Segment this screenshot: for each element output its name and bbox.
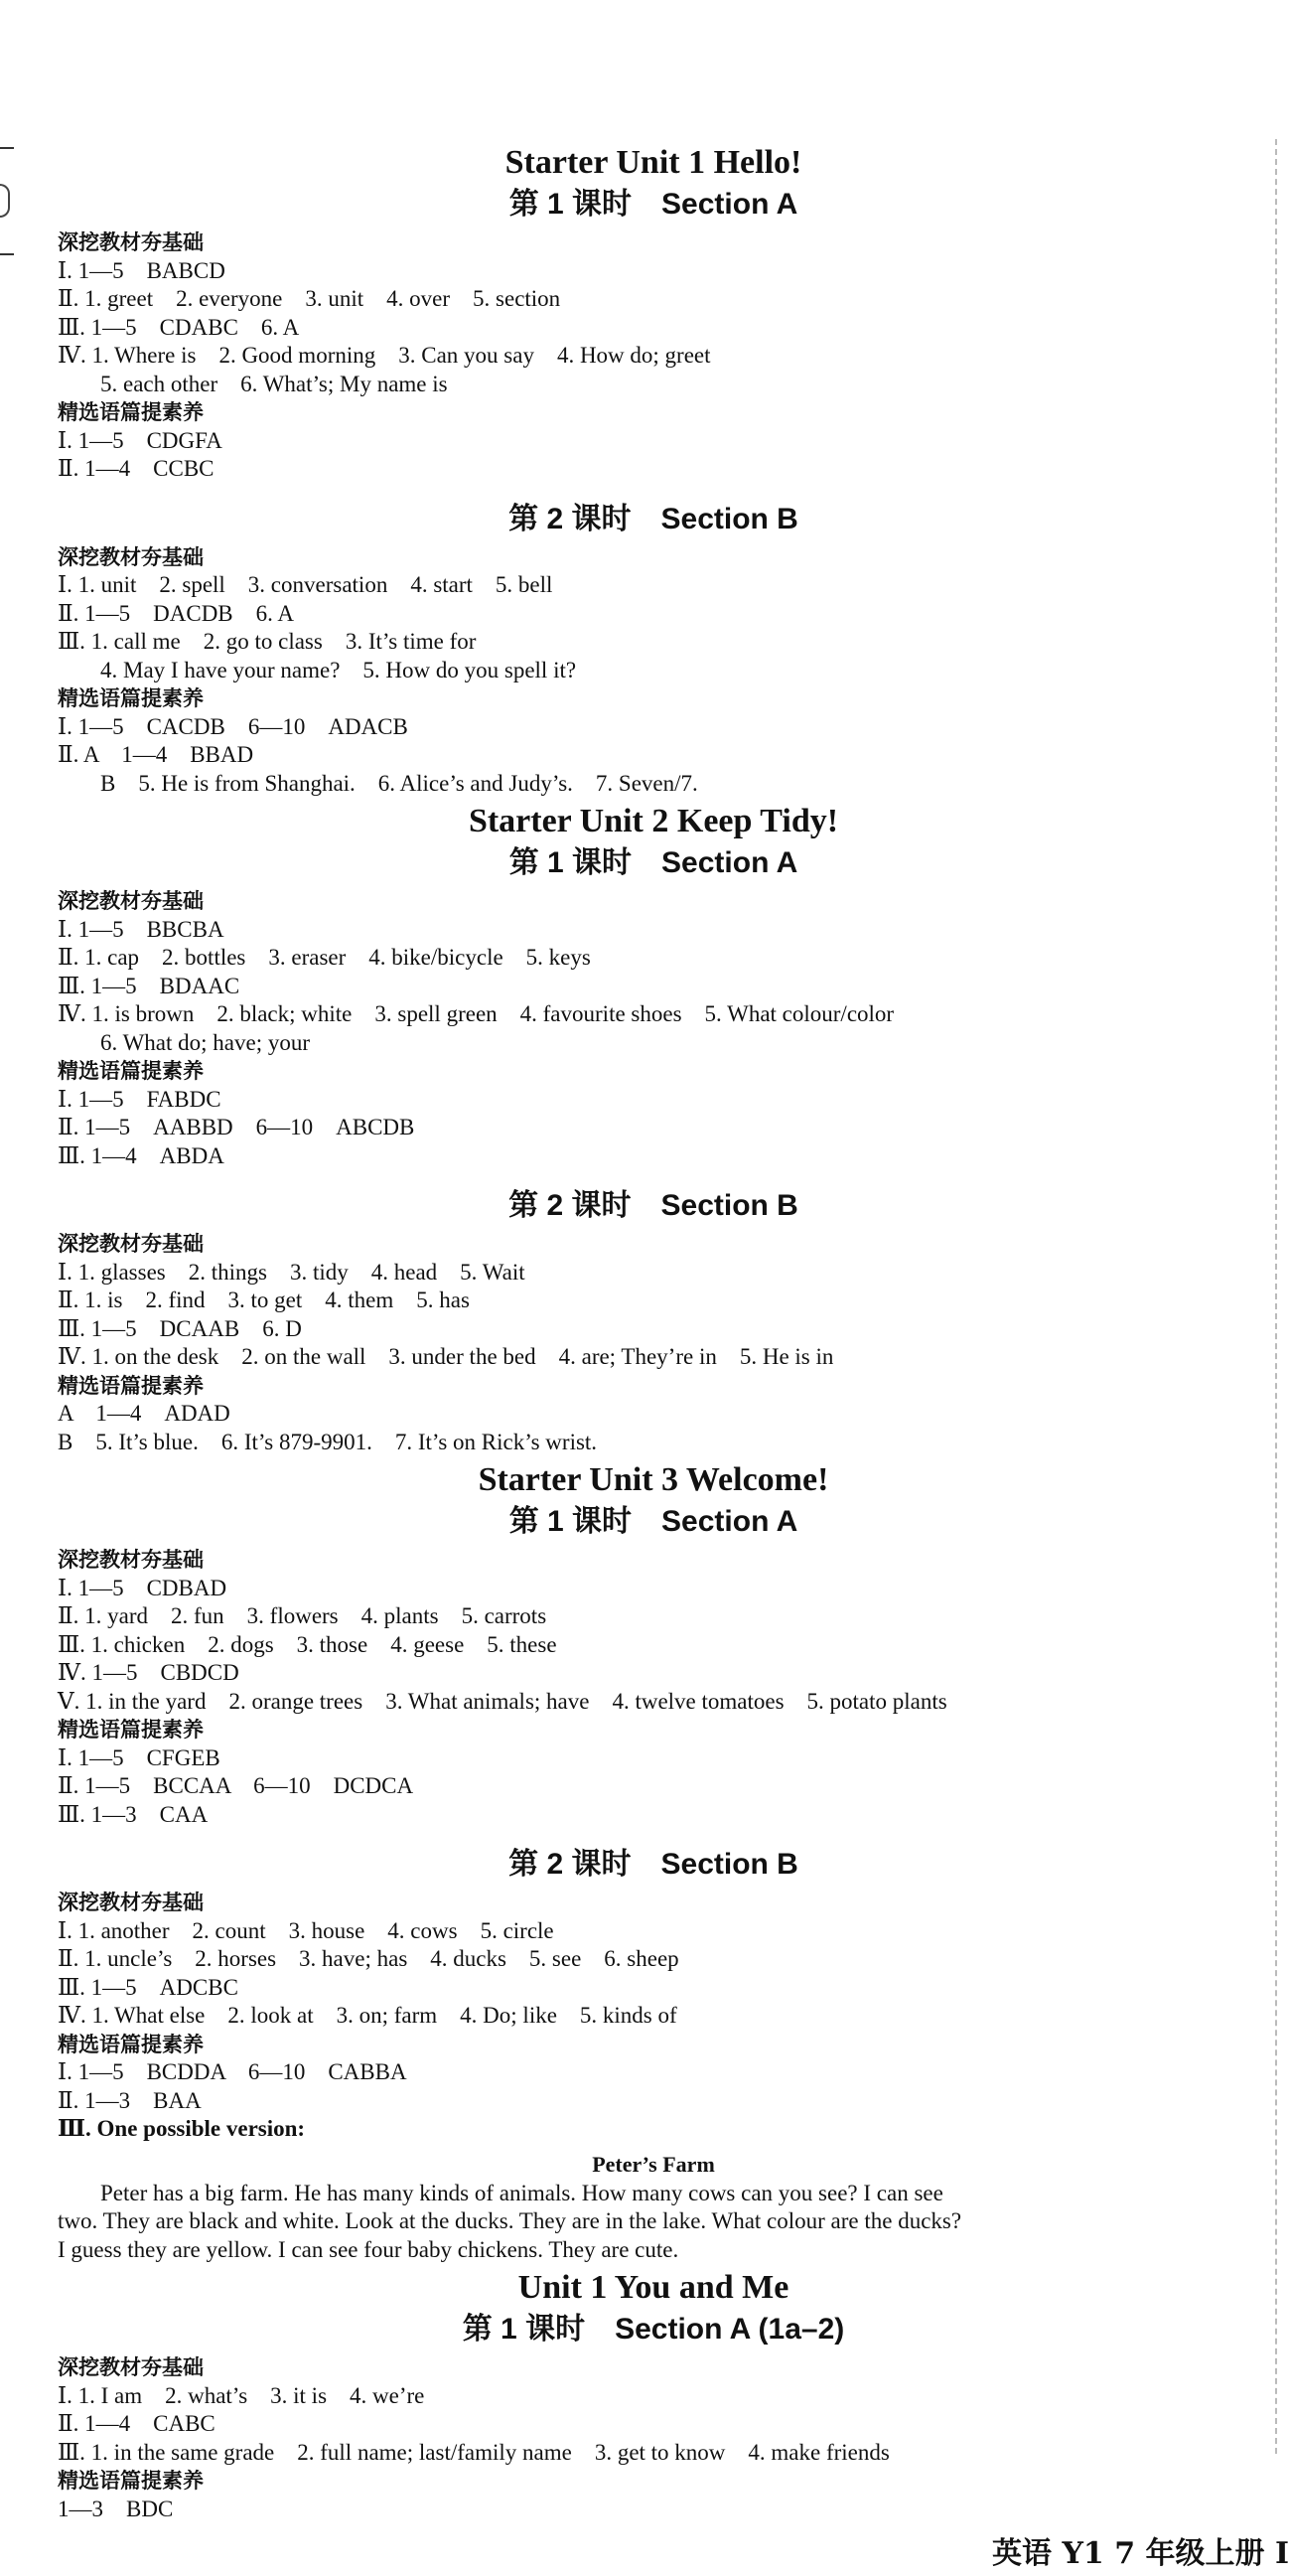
unit-title: Starter Unit 1 Hello! [504, 144, 802, 181]
block-heading: 深挖教材夯基础 [58, 230, 204, 254]
lesson-title: 第 2 课时 Section B [508, 1848, 798, 1881]
block-heading: 精选语篇提素养 [58, 2469, 204, 2493]
answer-line: Ⅴ. 1. in the yard 2. orange trees 3. What animals; have 4. twelve tomatoes 5. potato plants [58, 1688, 947, 1714]
lesson-title: 第 1 课时 Section A [508, 188, 798, 221]
answer-line: Ⅰ. 1. I am 2. what’s 3. it is 4. we’re [58, 2382, 425, 2408]
answer-line: Ⅰ. 1. another 2. count 3. house 4. cows 5. circle [58, 1917, 554, 1943]
answer-line: Ⅱ. 1. uncle’s 2. horses 3. have; has 4. ducks 5. see 6. sheep [58, 1946, 679, 1971]
essay-body [58, 2180, 1249, 2265]
lesson-title: 第 1 课时 Section A (1a–2) [462, 2313, 845, 2346]
block-heading: 精选语篇提素养 [58, 1373, 204, 1398]
unit-title: Starter Unit 3 Welcome! [478, 1461, 829, 1498]
margin-rule-bottom [0, 253, 14, 255]
answer-line: Ⅳ. 1. is brown 2. black; white 3. spell green 4. favourite shoes 5. What colour/color [58, 1001, 895, 1026]
answer-line: Ⅲ. 1. in the same grade 2. full name; last/family name 3. get to know 4. make friends [58, 2439, 890, 2465]
block-heading: 深挖教材夯基础 [58, 889, 204, 913]
answer-line: Ⅱ. A 1—4 BBAD [58, 742, 254, 767]
lesson-title: 第 2 课时 Section B [508, 1189, 798, 1222]
block-heading: 精选语篇提素养 [58, 2032, 204, 2056]
essay-line: I guess they are yellow. I can see four baby chickens. They are cute. [58, 2236, 679, 2262]
answer-line: Ⅳ. 1. on the desk 2. on the wall 3. under the bed 4. are; They’re in 5. He is in [58, 1344, 834, 1369]
answer-line: Ⅰ. 1—5 FABDC [58, 1086, 221, 1112]
answer-line: Ⅱ. 1. yard 2. fun 3. flowers 4. plants 5. carrots [58, 1603, 547, 1628]
block-heading: 深挖教材夯基础 [58, 2355, 204, 2379]
answer-line: 4. May I have your name? 5. How do you spell it? [100, 657, 577, 682]
lesson-title: 第 2 课时 Section B [508, 502, 798, 535]
unit-title: Starter Unit 2 Keep Tidy! [468, 803, 839, 839]
answer-line: Ⅰ. 1—5 CDBAD [58, 1575, 227, 1600]
block-heading: 精选语篇提素养 [58, 1059, 204, 1083]
answer-line: Ⅳ. 1—5 CBDCD [58, 1660, 239, 1685]
block-heading: 深挖教材夯基础 [58, 1548, 204, 1572]
answer-line: Ⅲ. 1—5 BDAAC [58, 973, 240, 998]
answer-line: Ⅲ. 1—5 DCAAB 6. D [58, 1315, 302, 1341]
answer-line: Ⅱ. 1—4 CABC [58, 2411, 215, 2436]
answer-line: A 1—4 ADAD [58, 1401, 230, 1426]
answer-line: Ⅲ. 1—5 ADCBC [58, 1974, 238, 2000]
answer-line: Ⅲ. 1—3 CAA [58, 1801, 209, 1827]
answer-line: B 5. He is from Shanghai. 6. Alice’s and Judy’s. 7. Seven/7. [100, 770, 698, 796]
answer-line: Ⅰ. 1—5 CDGFA [58, 427, 222, 453]
answer-line: Ⅲ. 1. chicken 2. dogs 3. those 4. geese 5. these [58, 1631, 557, 1657]
answer-line: Ⅱ. 1. is 2. find 3. to get 4. them 5. has [58, 1288, 470, 1312]
block-heading: 深挖教材夯基础 [58, 1891, 204, 1914]
answer-line: Ⅱ. 1—5 DACDB 6. A [58, 600, 294, 626]
answer-line: Ⅱ. 1. greet 2. everyone 3. unit 4. over 5. section [58, 286, 561, 311]
answer-line: Ⅱ. 1—3 BAA [58, 2087, 202, 2113]
answer-line: Ⅲ. 1—5 CDABC 6. A [58, 314, 300, 340]
block-heading: 深挖教材夯基础 [58, 544, 204, 569]
answer-line: Ⅱ. 1—4 CCBC [58, 456, 215, 481]
margin-bracket-mark [0, 184, 10, 218]
cut-line [1275, 139, 1277, 2454]
answer-line: Ⅲ. 1. call me 2. go to class 3. It’s time for [58, 629, 477, 654]
answer-line: Ⅰ. 1—5 BBCBA [58, 916, 224, 942]
lesson-title: 第 1 课时 Section A [508, 846, 798, 879]
answer-line: Ⅲ. One possible version: [58, 2116, 306, 2141]
answer-line: Ⅰ. 1. unit 2. spell 3. conversation 4. start 5. bell [58, 572, 553, 597]
essay-line: Peter has a big farm. He has many kinds of animals. How many cows can you see? I can see [100, 2180, 943, 2205]
answer-line: Ⅱ. 1. cap 2. bottles 3. eraser 4. bike/bicycle 5. keys [58, 945, 591, 970]
answer-line: Ⅰ. 1. glasses 2. things 3. tidy 4. head 5. Wait [58, 1259, 525, 1285]
block-heading: 精选语篇提素养 [58, 686, 204, 710]
answer-line: B 5. It’s blue. 6. It’s 879-9901. 7. It’s on Rick’s wrist. [58, 1429, 598, 1454]
answer-line: Ⅳ. 1. What else 2. look at 3. on; farm 4. Do; like 5. kinds of [58, 2003, 677, 2028]
answer-line: Ⅰ. 1—5 CFGEB [58, 1744, 220, 1770]
answer-line: 1—3 BDC [58, 2496, 174, 2521]
answer-line: 6. What do; have; your [100, 1029, 310, 1055]
unit-title: Unit 1 You and Me [517, 2269, 789, 2306]
essay-line: two. They are black and white. Look at the ducks. They are in the lake. What colour are the ducks? [58, 2208, 962, 2233]
answer-line: Ⅱ. 1—5 AABBD 6—10 ABCDB [58, 1115, 415, 1139]
answer-key-page [58, 139, 1249, 2523]
answer-line: Ⅳ. 1. Where is 2. Good morning 3. Can you say 4. How do; greet [58, 343, 711, 368]
essay-title: Peter’s Farm [592, 2151, 715, 2177]
answer-line: Ⅰ. 1—5 BCDDA 6—10 CABBA [58, 2059, 407, 2084]
answer-line: Ⅰ. 1—5 BABCD [58, 257, 225, 283]
block-heading: 精选语篇提素养 [58, 1718, 204, 1742]
answer-line: 5. each other 6. What’s; My name is [100, 371, 448, 396]
answer-line: Ⅱ. 1—5 BCCAA 6—10 DCDCA [58, 1773, 414, 1798]
margin-rule-top [0, 147, 14, 149]
answer-line: Ⅰ. 1—5 CACDB 6—10 ADACB [58, 713, 408, 739]
answer-line: Ⅲ. 1—4 ABDA [58, 1142, 224, 1168]
block-heading: 精选语篇提素养 [58, 400, 204, 424]
lesson-title: 第 1 课时 Section A [508, 1505, 798, 1538]
block-heading: 深挖教材夯基础 [58, 1232, 204, 1256]
page-footer: 英语 Y1 7 年级上册 I [992, 2536, 1289, 2571]
